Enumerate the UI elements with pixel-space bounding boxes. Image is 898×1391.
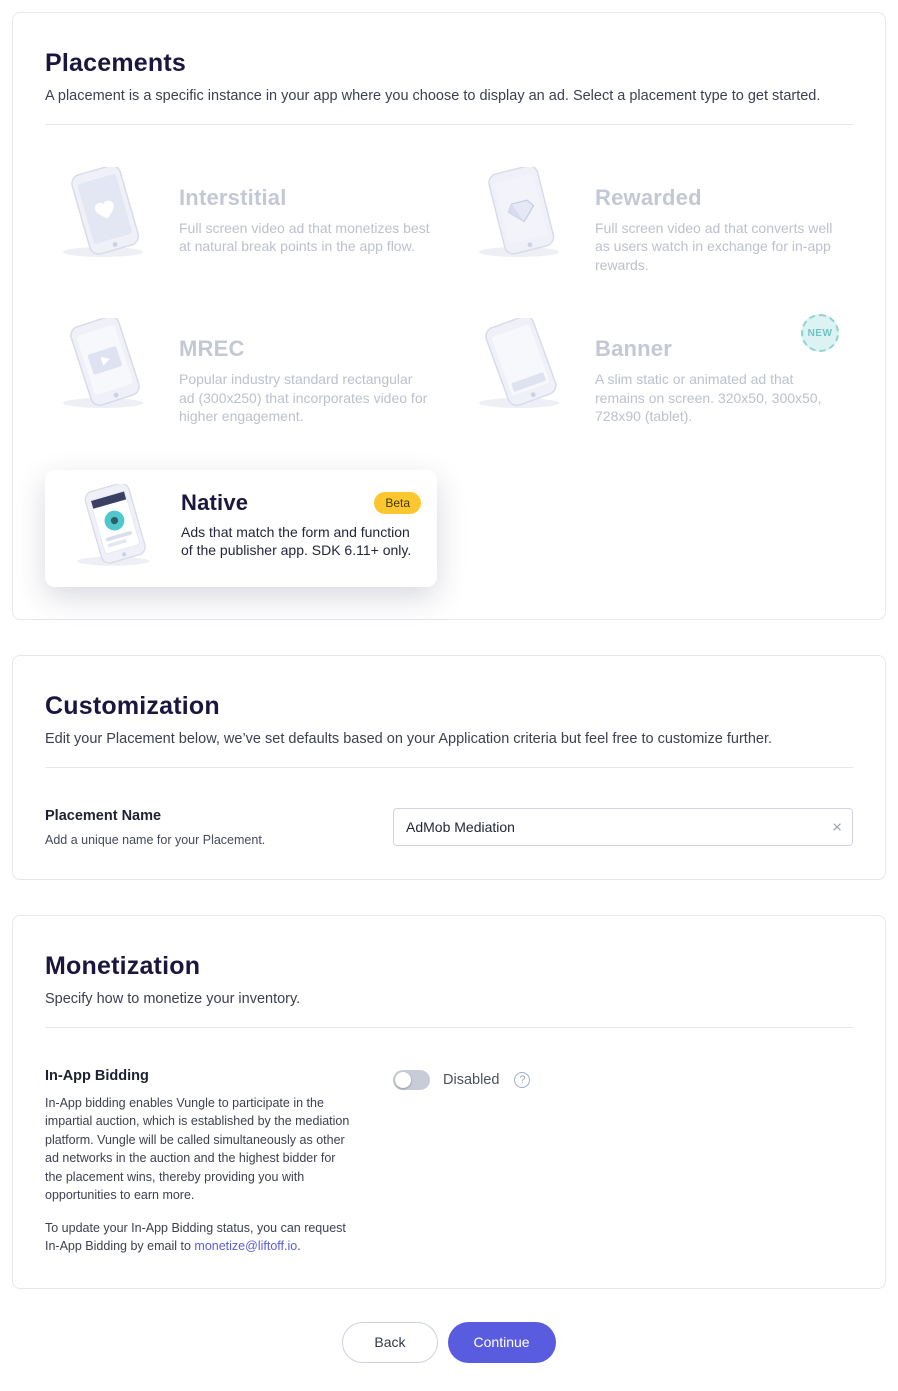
- placement-name-input[interactable]: [393, 808, 853, 846]
- customization-card: [12, 655, 886, 880]
- placement-description: A slim static or animated ad that remains on screen. 320x50, 300x50, 728x90 (tablet).: [595, 371, 822, 425]
- in-app-bidding-toggle[interactable]: [393, 1070, 430, 1090]
- placement-name-label: Placement Name: [45, 807, 162, 824]
- placement-name: Rewarded: [595, 185, 702, 210]
- banner-phone-icon: [461, 318, 587, 415]
- back-button[interactable]: Back: [342, 1322, 437, 1363]
- rewarded-phone-icon: [461, 167, 587, 264]
- footer-actions: [0, 1322, 898, 1363]
- clear-input-icon[interactable]: ×: [832, 817, 842, 837]
- placement-name: Banner: [595, 336, 672, 362]
- continue-button[interactable]: Continue: [448, 1322, 556, 1363]
- placements-subtitle: A placement is a specific instance in your app where you choose to display an ad. Select a placement type to get started.: [45, 88, 821, 104]
- in-app-bidding-toggle-row: [393, 1068, 853, 1090]
- monetize-email-link[interactable]: monetize@liftoff.io: [194, 1239, 298, 1254]
- placement-name: Interstitial: [179, 185, 287, 210]
- placement-option-rewarded[interactable]: [461, 167, 853, 274]
- placement-description: Full screen video ad that converts well as users watch in exchange for in-app rewards.: [595, 220, 833, 273]
- help-icon[interactable]: ?: [514, 1072, 530, 1088]
- in-app-bidding-note: [45, 1219, 355, 1256]
- mrec-phone-icon: [45, 318, 171, 415]
- monetization-subtitle: Specify how to monetize your inventory.: [45, 990, 301, 1007]
- in-app-bidding-label: In-App Bidding: [45, 1067, 149, 1084]
- section-divider: [45, 767, 853, 768]
- customization-subtitle: Edit your Placement below, we’ve set defaults based on your Application criteria but feel free to customize further.: [45, 730, 773, 747]
- in-app-bidding-description: In-App bidding enables Vungle to participate in the impartial auction, which is established by the mediation platform. Vungle will be called simultaneously as other ad networks in the auction and the highest bidder for the placement wins, thereby providing you with opportunities to earn more.: [45, 1095, 350, 1203]
- field-control: [393, 1068, 853, 1256]
- note-text: To update your In-App Bidding status, you can request In-App Bidding by email to: [45, 1220, 346, 1254]
- placement-name: MREC: [179, 336, 245, 362]
- field-description: [45, 808, 355, 847]
- placement-description: Full screen video ad that monetizes best at natural break points in the app flow.: [179, 220, 430, 255]
- placement-name: Native: [181, 489, 249, 515]
- placements-title: Placements: [45, 49, 186, 77]
- beta-badge: Beta: [374, 492, 421, 514]
- placement-text: [179, 167, 431, 256]
- monetization-title: Monetization: [45, 951, 201, 980]
- monetization-card: [12, 915, 886, 1289]
- in-app-bidding-row: [45, 1068, 853, 1256]
- toggle-knob: [395, 1072, 411, 1088]
- placement-option-native[interactable]: [45, 470, 437, 587]
- placement-name-row: [45, 808, 853, 847]
- field-control: [393, 808, 853, 847]
- placement-text: [595, 167, 847, 274]
- customization-title: Customization: [45, 691, 220, 720]
- section-divider: [45, 124, 853, 125]
- placements-card: [12, 12, 886, 620]
- placement-name-helper: Add a unique name for your Placement.: [45, 832, 266, 847]
- placement-text: [179, 318, 431, 425]
- placement-text: [181, 484, 421, 560]
- placement-description: Ads that match the form and function of the publisher app. SDK 6.11+ only.: [181, 523, 412, 559]
- in-app-bidding-status: Disabled: [443, 1071, 500, 1088]
- placement-type-grid: [45, 167, 853, 587]
- interstitial-phone-icon: [45, 167, 171, 264]
- placement-option-mrec[interactable]: [45, 318, 437, 425]
- section-divider: [45, 1027, 853, 1028]
- placement-description: Popular industry standard rectangular ad (300x250) that incorporates video for higher engagement.: [179, 371, 428, 425]
- note-suffix: .: [297, 1239, 301, 1254]
- placement-option-banner[interactable]: [461, 318, 853, 425]
- native-phone-icon: [61, 484, 173, 573]
- new-badge: NEW: [801, 314, 839, 352]
- field-description: [45, 1068, 355, 1256]
- placement-option-interstitial[interactable]: [45, 167, 437, 274]
